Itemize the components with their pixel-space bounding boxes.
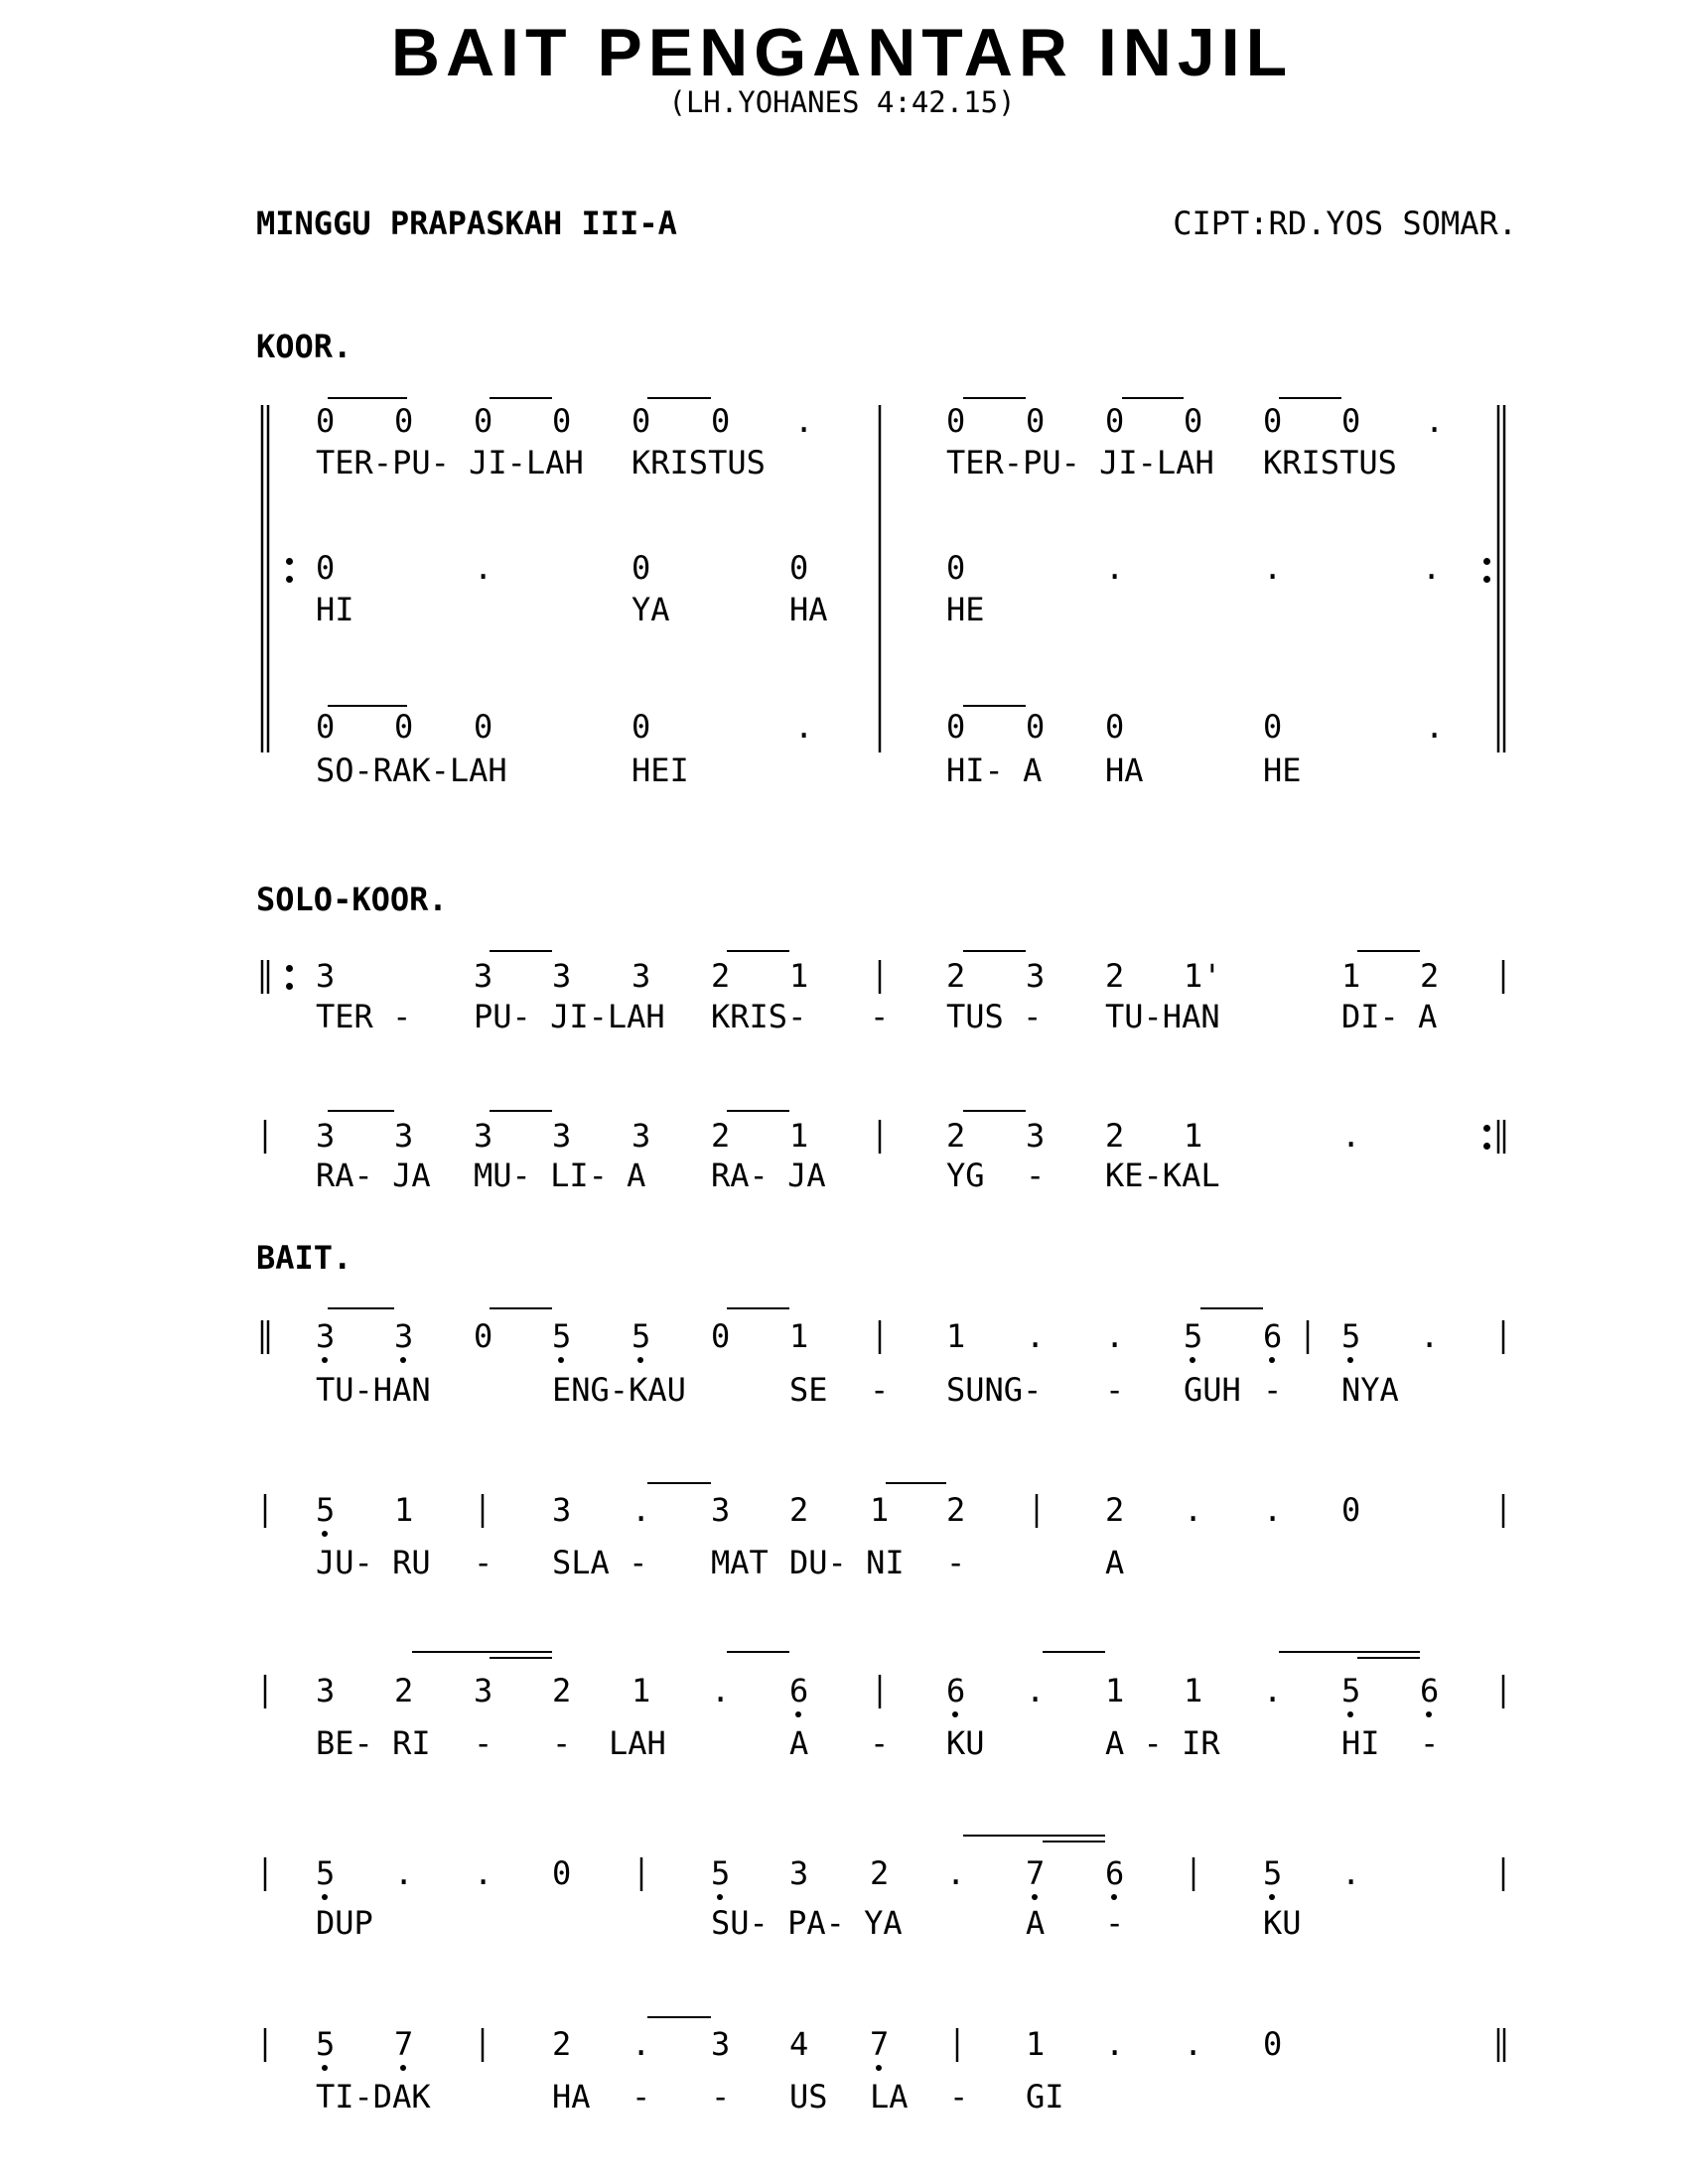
koor-lyric: YA [632,591,670,628]
bait-note: 7 [394,2025,414,2063]
bait-lyric: SLA - [552,1544,648,1581]
solo-koor-lyric: DI- A [1341,998,1438,1035]
bait-note: . [1026,1672,1046,1709]
koor-lyric: KRISTUS [1263,444,1397,481]
bait-note: 3 [394,1317,414,1355]
repeat-dot [286,558,293,565]
koor-lyric: SO-RAK-LAH [316,751,507,789]
bait-note: 3 [552,1491,572,1529]
bait-note: 0 [474,1317,493,1355]
repeat-dot [1483,1125,1490,1132]
bait-lyric: LA [870,2078,909,2116]
bait-note: . [946,1854,966,1892]
bait-lyric: KU [1263,1904,1302,1942]
bait-lyric: - [1105,1904,1125,1942]
bait-note: 0 [1263,2025,1283,2063]
low-octave-dot [952,1711,958,1717]
koor-note: 0 [632,549,651,587]
low-octave-dot [322,2065,328,2071]
koor-lyric: HEI [632,751,689,789]
koor-note: 0 [1263,708,1283,746]
bait-note: 0 [552,1854,572,1892]
koor-note: 0 [474,402,493,440]
solo-koor-note: 1 [1184,1117,1203,1155]
bait-lyric: SUNG- [946,1371,1043,1409]
bait-note: 6 [946,1672,966,1709]
bait-note: 5 [552,1317,572,1355]
koor-note: . [794,708,814,746]
bait-lyric: SE [789,1371,828,1409]
bait-note: 2 [394,1672,414,1709]
solo-koor-note: 2 [1105,1117,1125,1155]
solo-koor-note: 3 [316,1117,336,1155]
bait-lyric: LAH [609,1724,666,1762]
solo-koor-note: 2 [946,1117,966,1155]
koor-note: 0 [316,402,336,440]
bait-note: 2 [789,1491,809,1529]
bait-lyric: - [1105,1371,1125,1409]
koor-note: . [1263,549,1283,587]
bait-note: . [1026,1317,1046,1355]
bait-note: 1 [1026,2025,1046,2063]
solo-koor-lyric: MU- LI- A [474,1157,646,1194]
low-octave-dot [1269,1894,1275,1900]
bait-lyric: NYA [1341,1371,1399,1409]
koor-note: 0 [552,402,572,440]
low-octave-dot [717,1894,723,1900]
solo-koor-note: 3 [316,957,336,995]
solo-koor-note: 1 [789,1117,809,1155]
bait-note: 2 [946,1491,966,1529]
bait-note: 3 [316,1317,336,1355]
solo-koor-lyric: TER - [316,998,412,1035]
bait-lyric: - [632,2078,651,2116]
low-octave-dot [795,1711,801,1717]
bait-note: 1 [1105,1672,1125,1709]
bait-lyric: A - IR [1105,1724,1220,1762]
koor-lyric: HA [789,591,828,628]
bait-lyric: SU- PA- YA [711,1904,903,1942]
bait-note: 3 [474,1672,493,1709]
bait-lyric: MAT [711,1544,769,1581]
bait-note: 7 [870,2025,890,2063]
low-octave-dot [876,2065,882,2071]
koor-note: 0 [789,549,809,587]
solo-koor-lyric: RA- JA [711,1157,826,1194]
bait-lyric: A [1026,1904,1046,1942]
bait-note: . [1184,2025,1203,2063]
low-octave-dot [1111,1894,1117,1900]
bait-note: . [711,1672,731,1709]
bait-note: 2 [1105,1491,1125,1529]
solo-koor-note: 3 [632,957,651,995]
koor-note: . [1425,708,1445,746]
koor-lyric: TER-PU- JI-LAH [946,444,1214,481]
koor-lyric: HE [1263,751,1302,789]
repeat-dot [286,965,293,972]
koor-note: . [474,549,493,587]
koor-note: 0 [1184,402,1203,440]
solo-koor-note: 3 [474,957,493,995]
repeat-dot [286,576,293,583]
koor-note: 0 [946,549,966,587]
bait-note: 0 [711,1317,731,1355]
koor-note: 0 [474,708,493,746]
bait-note: 5 [711,1854,731,1892]
koor-note: . [794,402,814,440]
repeat-dot [286,983,293,990]
solo-koor-lyric: YG [946,1157,985,1194]
bait-lyric: - [552,1724,572,1762]
bait-note: 6 [1420,1672,1440,1709]
bait-note: 1 [946,1317,966,1355]
koor-note: 0 [394,708,414,746]
bait-note: 5 [1263,1854,1283,1892]
koor-note: . [1425,402,1445,440]
low-octave-dot [1032,1894,1038,1900]
bait-note: 5 [316,1854,336,1892]
bait-note: 2 [552,2025,572,2063]
section-heading-koor: KOOR. [256,328,352,365]
koor-lyric: HI [316,591,354,628]
solo-koor-note: 2 [1420,957,1440,995]
bait-note: 1 [789,1317,809,1355]
bait-note: 3 [789,1854,809,1892]
koor-note: . [1105,549,1125,587]
koor-note: 0 [1105,708,1125,746]
repeat-dot [1483,1143,1490,1150]
solo-koor-note: 3 [632,1117,651,1155]
bait-note: 5 [316,1491,336,1529]
bait-lyric: HI [1341,1724,1380,1762]
koor-note: 0 [1026,402,1046,440]
koor-note: 0 [946,708,966,746]
koor-lyric: HA [1105,751,1144,789]
low-octave-dot [1269,1357,1275,1363]
bait-note: . [632,2025,651,2063]
bait-note: . [1105,1317,1125,1355]
koor-note: 0 [1026,708,1046,746]
koor-lyric: KRISTUS [632,444,766,481]
bait-note: 2 [552,1672,572,1709]
bait-lyric: - [870,1371,890,1409]
bait-note: 3 [316,1672,336,1709]
bait-lyric: - [711,2078,731,2116]
bait-lyric: US [789,2078,828,2116]
bait-note: . [1263,1672,1283,1709]
bait-lyric: DU- NI [789,1544,905,1581]
koor-note: 0 [946,402,966,440]
solo-koor-lyric: KRIS- [711,998,807,1035]
bait-note: . [474,1854,493,1892]
bait-note: 1 [1184,1672,1203,1709]
section-heading-solo-koor: SOLO-KOOR. [256,881,448,918]
koor-note: 0 [394,402,414,440]
low-octave-dot [637,1357,643,1363]
bait-note: . [1263,1491,1283,1529]
repeat-dot [1483,558,1490,565]
low-octave-dot [322,1357,328,1363]
solo-koor-lyric: RA- JA [316,1157,431,1194]
koor-lyric: HI- A [946,751,1043,789]
koor-note: 0 [632,402,651,440]
bait-lyric: DUP [316,1904,373,1942]
bait-note: . [1420,1317,1440,1355]
solo-koor-note: 3 [552,1117,572,1155]
solo-koor-note: 3 [552,957,572,995]
composer-credit: CIPT:RD.YOS SOMAR. [1173,205,1517,242]
repeat-dot [1483,576,1490,583]
bait-lyric: - [474,1544,493,1581]
solo-koor-lyric: - [870,998,890,1035]
low-octave-dot [322,1894,328,1900]
bait-note: . [1184,1491,1203,1529]
solo-koor-note: 2 [711,957,731,995]
bait-lyric: ENG-KAU [552,1371,686,1409]
scripture-reference: (LH.YOHANES 4:42.15) [668,85,1016,119]
solo-koor-note: 1 [789,957,809,995]
bait-lyric: - [1263,1371,1283,1409]
bait-lyric: TI-DAK [316,2078,431,2116]
bait-note: 5 [1341,1317,1361,1355]
bait-lyric: GUH [1184,1371,1241,1409]
bait-lyric: JU- RU [316,1544,431,1581]
solo-koor-note: . [1341,1117,1361,1155]
koor-note: . [1422,549,1442,587]
koor-lyric: TER-PU- JI-LAH [316,444,584,481]
bait-note: 5 [632,1317,651,1355]
bait-lyric: - [946,1544,966,1581]
solo-koor-note: 1 [1341,957,1361,995]
bait-lyric: - [949,2078,969,2116]
bait-note: 5 [1341,1672,1361,1709]
bait-note: 5 [316,2025,336,2063]
bait-note: 3 [711,1491,731,1529]
bait-note: 6 [1105,1854,1125,1892]
solo-koor-note: 3 [474,1117,493,1155]
solo-koor-lyric: TU-HAN [1105,998,1220,1035]
bait-lyric: A [1105,1544,1125,1581]
bait-note: . [1105,2025,1125,2063]
solo-koor-note: 1' [1184,957,1222,995]
bait-lyric: - [1420,1724,1440,1762]
occasion-label: MINGGU PRAPASKAH III-A [256,205,677,242]
solo-koor-lyric: TUS - [946,998,1043,1035]
bait-lyric: HA [552,2078,591,2116]
bait-lyric: A [789,1724,809,1762]
koor-lyric: HE [946,591,985,628]
low-octave-dot [400,1357,406,1363]
bait-note: 0 [1341,1491,1361,1529]
page-title: BAIT PENGANTAR INJIL [390,15,1294,90]
solo-koor-note: 3 [394,1117,414,1155]
solo-koor-note: 3 [1026,1117,1046,1155]
koor-note: 0 [711,402,731,440]
koor-note: 0 [316,708,336,746]
solo-koor-note: 3 [1026,957,1046,995]
solo-koor-lyric: PU- JI-LAH [474,998,665,1035]
bait-note: 1 [394,1491,414,1529]
koor-note: 0 [1105,402,1125,440]
low-octave-dot [1347,1357,1353,1363]
koor-note: 0 [632,708,651,746]
koor-note: 0 [1263,402,1283,440]
bait-note: 7 [1026,1854,1046,1892]
bait-lyric: GI [1026,2078,1064,2116]
low-octave-dot [1190,1357,1195,1363]
bait-note: 6 [789,1672,809,1709]
solo-koor-note: 2 [711,1117,731,1155]
low-octave-dot [1426,1711,1432,1717]
solo-koor-note: 2 [946,957,966,995]
bait-note: 2 [870,1854,890,1892]
koor-note: 0 [316,549,336,587]
bait-note: 3 [711,2025,731,2063]
bait-lyric: KU [946,1724,985,1762]
bait-note: . [1341,1854,1361,1892]
solo-koor-lyric: KE-KAL [1105,1157,1220,1194]
bait-note: . [632,1491,651,1529]
bait-lyric: BE- RI [316,1724,431,1762]
bait-note: 5 [1184,1317,1203,1355]
bait-lyric: - [870,1724,890,1762]
section-heading-bait: BAIT. [256,1239,352,1277]
bait-note: 1 [870,1491,890,1529]
solo-koor-note: 2 [1105,957,1125,995]
low-octave-dot [558,1357,564,1363]
low-octave-dot [1347,1711,1353,1717]
koor-note: 0 [1341,402,1361,440]
bait-lyric: - [474,1724,493,1762]
low-octave-dot [400,2065,406,2071]
bait-note: . [394,1854,414,1892]
bait-lyric: TU-HAN [316,1371,431,1409]
bait-note: 4 [789,2025,809,2063]
solo-koor-lyric: - [1026,1157,1046,1194]
bait-note: 1 [632,1672,651,1709]
low-octave-dot [322,1531,328,1537]
bait-note: 6 [1263,1317,1283,1355]
